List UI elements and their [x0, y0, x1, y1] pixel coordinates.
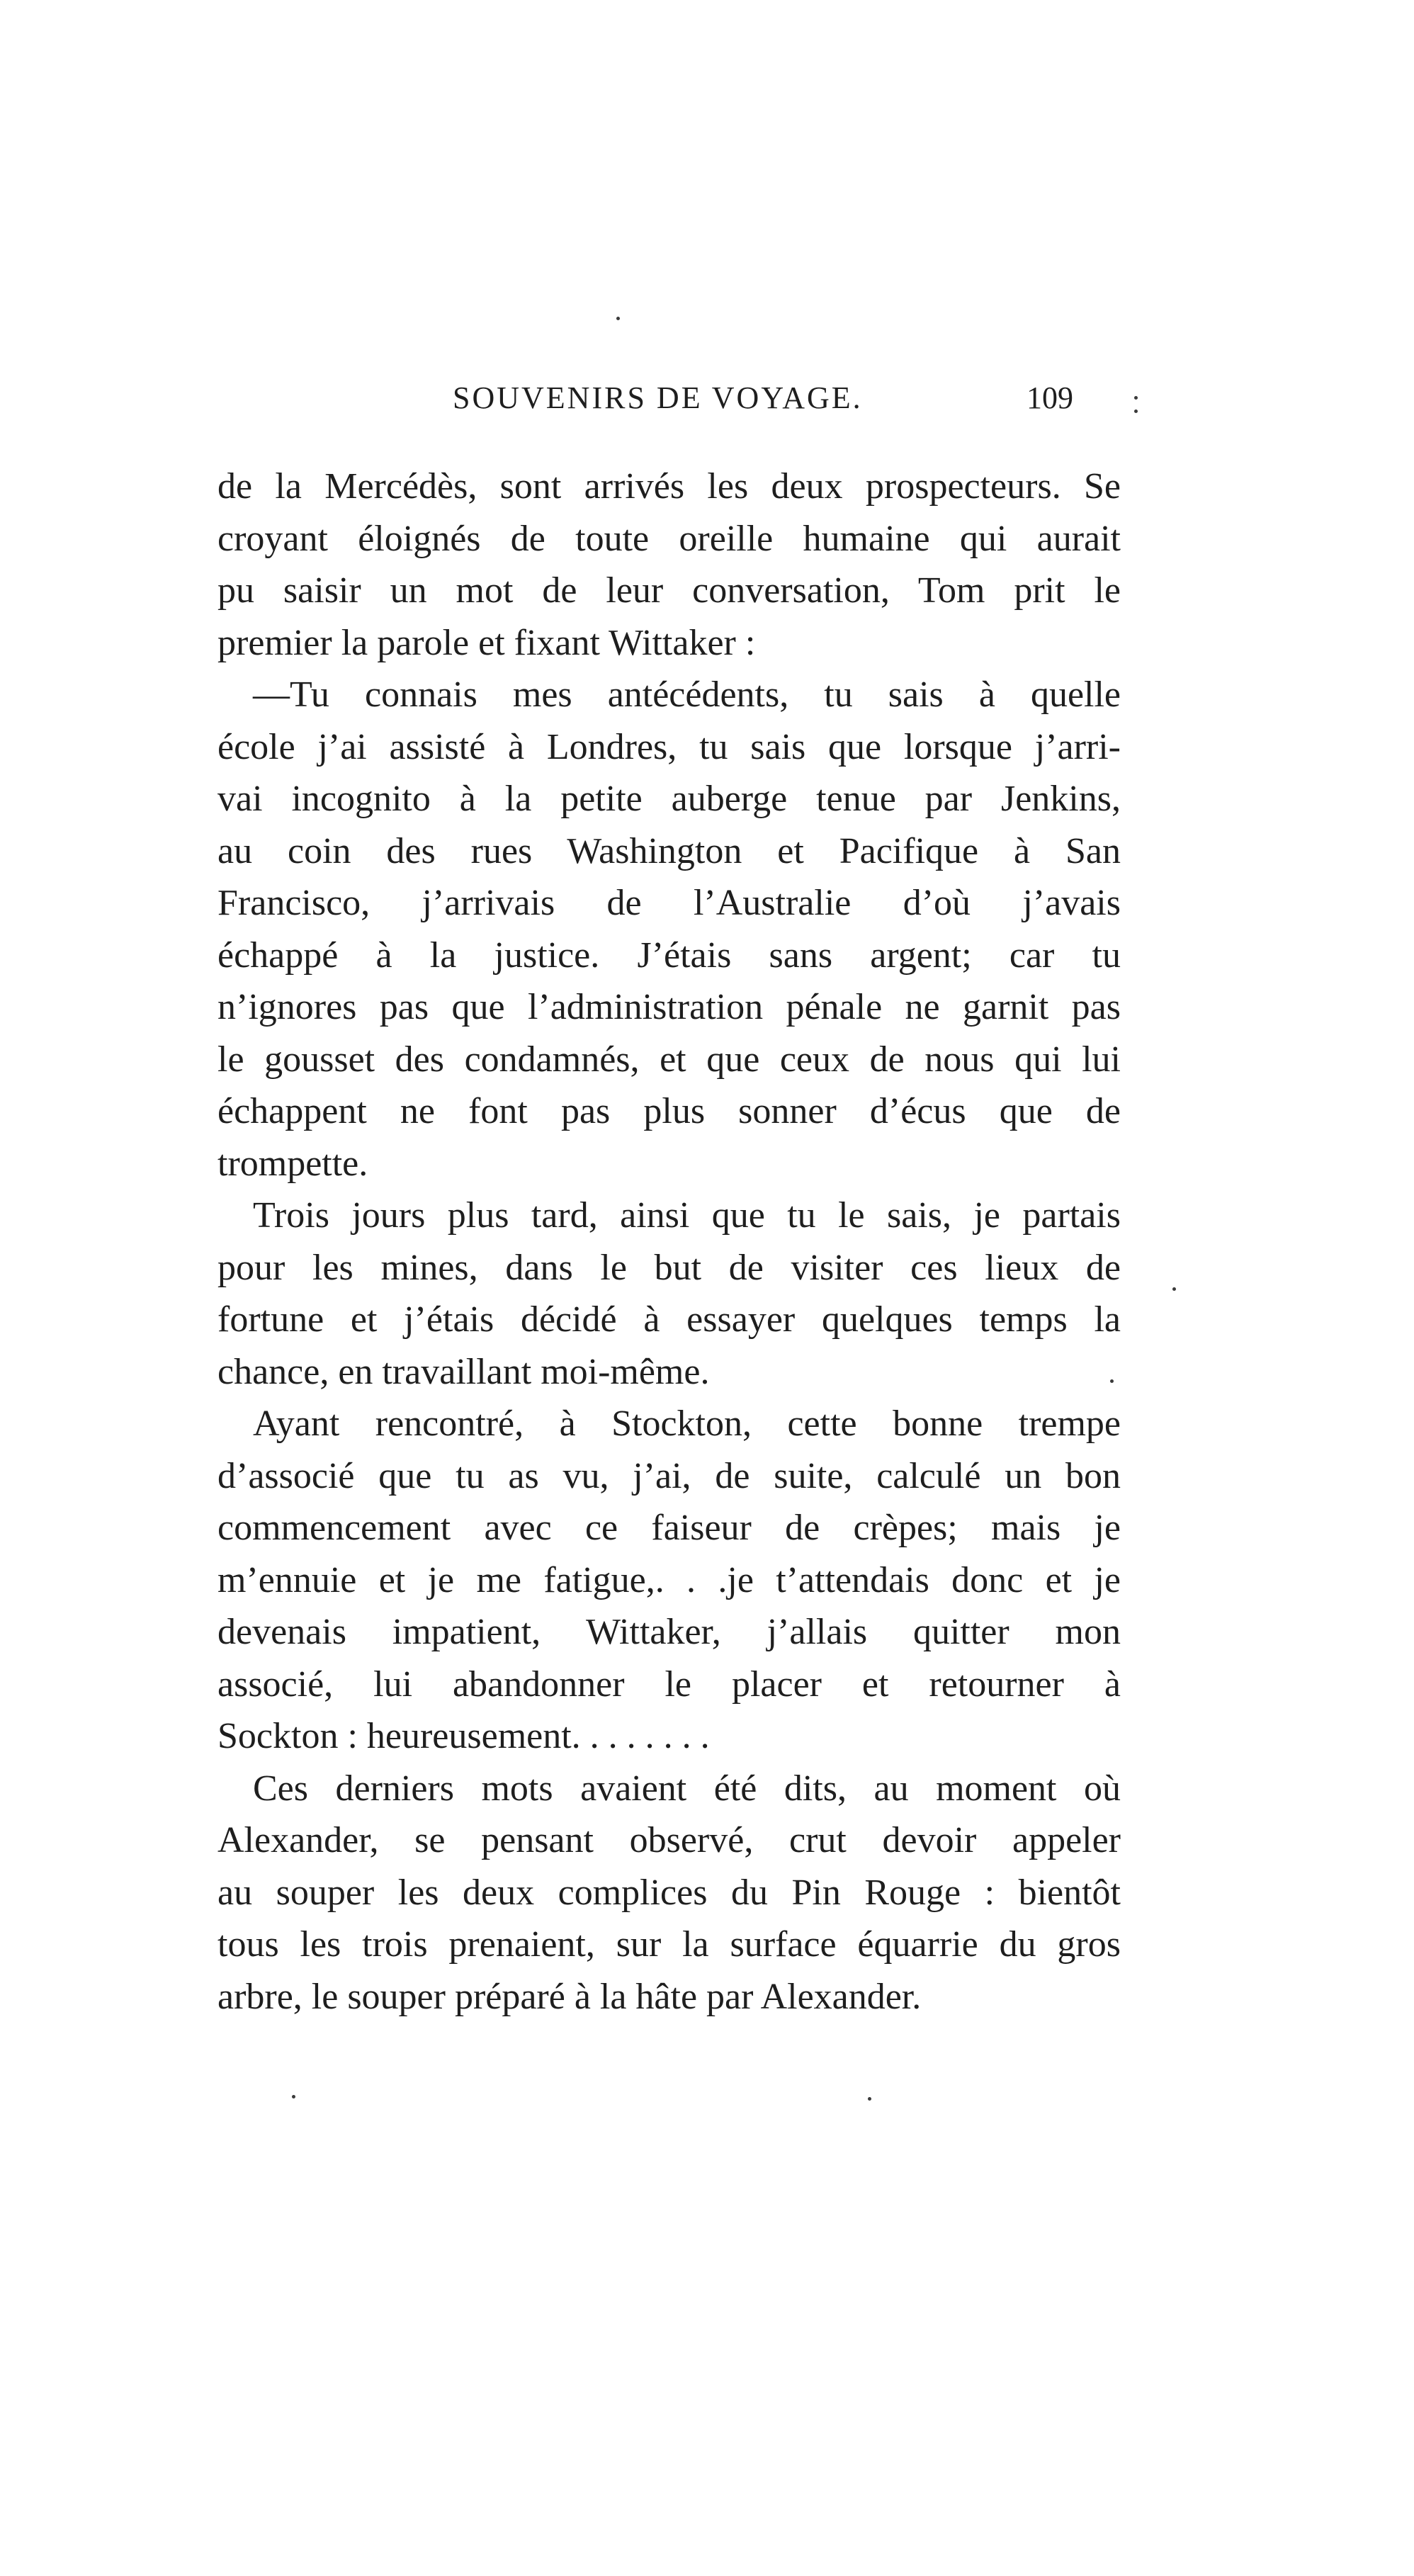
scan-speck [292, 2095, 295, 2098]
text-line: arbre, le souper préparé à la hâte par Alexander. [217, 1976, 922, 2017]
running-head [217, 377, 1122, 419]
text-line: de la Mercédès, sont arrivés les deux prospecteurs. Se [217, 466, 1121, 507]
paragraph-start-line: Ces derniers mots avaient été dits, au moment où [253, 1768, 1121, 1809]
text-line: n’ignores pas que l’administration pénale ne garnit pas [217, 987, 1121, 1027]
page-number: 109 [1026, 380, 1073, 415]
text-line: Alexander, se pensant observé, crut devoir appeler [217, 1820, 1121, 1860]
scan-speck [1172, 1287, 1176, 1291]
text-line: le gousset des condamnés, et que ceux de nous qui lui [217, 1039, 1121, 1080]
text-line: tous les trois prenaient, sur la surface équarrie du gros [217, 1924, 1121, 1965]
scan-speck [1110, 1379, 1114, 1383]
text-line: chance, en travaillant moi-même. [217, 1351, 710, 1392]
text-line: premier la parole et fixant Wittaker : [217, 622, 756, 663]
text-line: commencement avec ce faiseur de crèpes; mais je [217, 1508, 1121, 1548]
text-line: vai incognito à la petite auberge tenue par Jenkins, [217, 779, 1121, 819]
text-line: pour les mines, dans le but de visiter ces lieux de [217, 1247, 1121, 1288]
text-line: échappé à la justice. J’étais sans argent; car tu [217, 934, 1121, 976]
text-line: pu saisir un mot de leur conversation, Tom prit le [217, 570, 1121, 611]
text-line: devenais impatient, Wittaker, j’allais quitter mon [217, 1612, 1121, 1652]
text-line: Francisco, j’arrivais de l’Australie d’où j’avais [217, 883, 1121, 923]
scan-speck [616, 317, 620, 320]
text-line: Sockton : heureusement. . . . . . . . [217, 1716, 710, 1756]
text-line: d’associé que tu as vu, j’ai, de suite, calculé un bon [217, 1455, 1121, 1496]
text-line: fortune et j’étais décidé à essayer quelques temps la [217, 1299, 1121, 1340]
text-line: au coin des rues Washington et Pacifique à San [217, 830, 1121, 871]
running-title: SOUVENIRS DE VOYAGE. [453, 380, 863, 415]
text-line: m’ennuie et je me fatigue,. . .je t’attendais donc et je [217, 1559, 1121, 1600]
paragraph-start-line: Trois jours plus tard, ainsi que tu le sais, je partais [253, 1195, 1121, 1236]
text-line: associé, lui abandonner le placer et retourner à [217, 1663, 1121, 1705]
scan-speck [868, 2097, 871, 2101]
scan-speck [1134, 396, 1138, 400]
body-text [217, 461, 1121, 2023]
text-line: trompette. [217, 1143, 368, 1184]
paragraph-start-line: —Tu connais mes antécédents, tu sais à quelle [253, 674, 1121, 715]
scan-speck [1134, 409, 1138, 413]
text-line: école j’ai assisté à Londres, tu sais que lorsque j’arri- [217, 726, 1121, 767]
text-line: au souper les deux complices du Pin Rouge : bientôt [217, 1872, 1121, 1913]
text-line: échappent ne font pas plus sonner d’écus que de [217, 1091, 1121, 1131]
text-line: croyant éloignés de toute oreille humaine qui aurait [217, 518, 1121, 559]
paragraph-start-line: Ayant rencontré, à Stockton, cette bonne trempe [253, 1403, 1121, 1444]
